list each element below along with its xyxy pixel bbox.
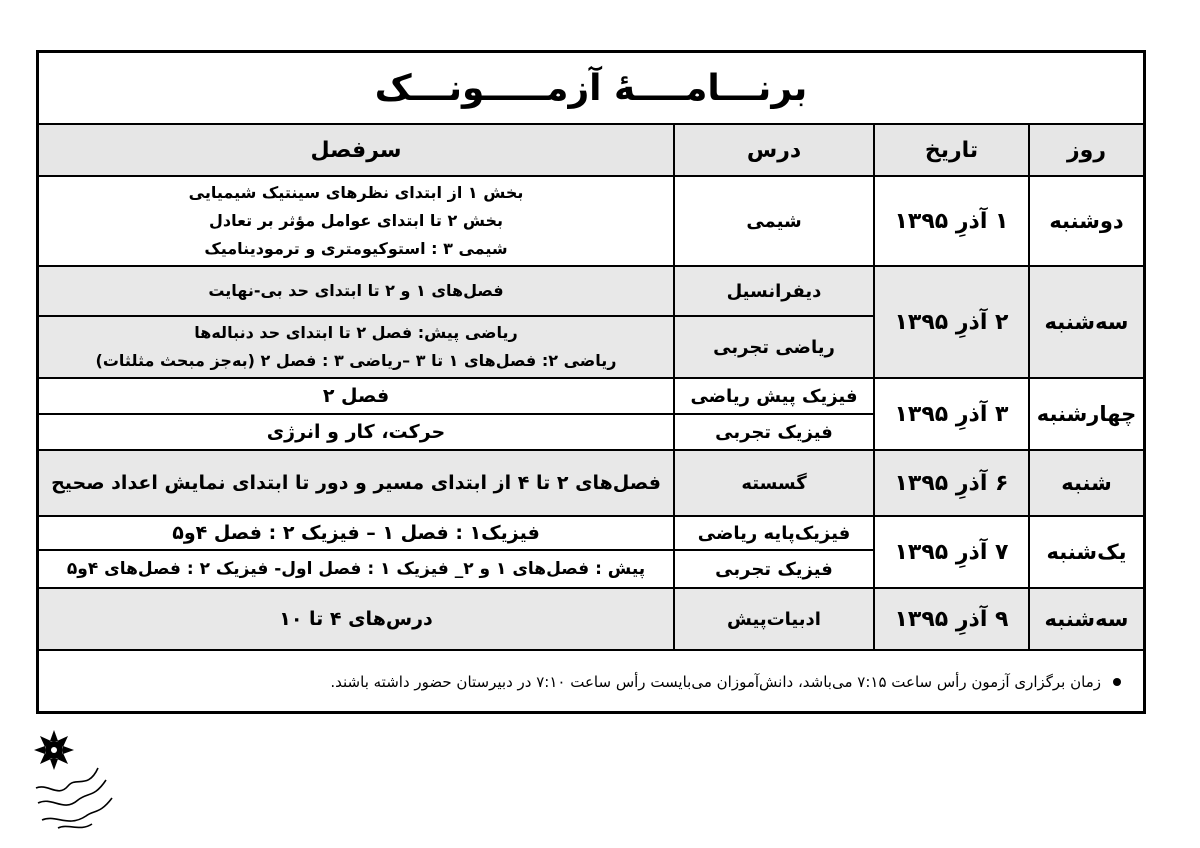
header-row	[39, 125, 1143, 176]
topic-cell	[39, 588, 674, 650]
topic-cell	[39, 378, 674, 414]
day-cell: سه‌شنبه	[1029, 588, 1143, 650]
day-cell: چهارشنبه	[1029, 378, 1143, 450]
course-cell: گسسته	[674, 450, 874, 516]
course-cell: شیمی	[674, 176, 874, 266]
topic-cell	[39, 176, 674, 266]
topic-line: فصل‌های ۲ تا ۴ از ابتدای مسیر و دور تا ابتدای نمایش اعداد صحیح	[51, 472, 661, 494]
topic-line: فیزیک۱ : فصل ۱ – فیزیک ۲ : فصل ۴و۵	[172, 522, 540, 544]
course-cell: ادبیات‌پیش	[674, 588, 874, 650]
course-cell: فیزیک تجربی	[674, 550, 874, 588]
signature-icon	[36, 768, 112, 828]
table-row	[39, 450, 1143, 516]
topic-line: فصل ۲	[322, 385, 390, 407]
course-cell: فیزیک پیش ریاضی	[674, 378, 874, 414]
topic-line: ریاضی پیش: فصل ۲ تا ابتدای حد دنباله‌ها	[194, 323, 518, 342]
header-day: روز	[1029, 125, 1143, 176]
topic-line: درس‌های ۴ تا ۱۰	[279, 608, 433, 630]
topic-line: فصل‌های ۱ و ۲ تا ابتدای حد بی-نهایت	[208, 281, 504, 300]
topic-cell	[39, 450, 674, 516]
footnote-text: زمان برگزاری آزمون رأس ساعت ۷:۱۵ می‌باشد، دانش‌آموزان می‌بایست رأس ساعت ۷:۱۰ در دبیرستان حضور داشته باشند.	[330, 673, 1101, 691]
date-cell: ۹ آذرِ ۱۳۹۵	[874, 588, 1029, 650]
page-title: برنـــامــــهٔ آزمـــــونـــک	[39, 53, 1143, 125]
course-cell: دیفرانسیل	[674, 266, 874, 316]
date-cell: ۷ آذرِ ۱۳۹۵	[874, 516, 1029, 588]
school-logo	[28, 728, 118, 838]
day-cell: دوشنبه	[1029, 176, 1143, 266]
course-cell: فیزیک‌پایه ریاضی	[674, 516, 874, 550]
topic-line: ریاضی ۲: فصل‌های ۱ تا ۳ –ریاضی ۳ : فصل ۲ (به‌جز مبحث مثلثات)	[95, 351, 617, 370]
date-cell: ۳ آذرِ ۱۳۹۵	[874, 378, 1029, 450]
topic-line: پیش : فصل‌های ۱ و ۲_ فیزیک ۱ : فصل اول- فیزیک ۲ : فصل‌های ۴و۵	[66, 559, 646, 579]
topic-cell	[39, 550, 674, 588]
table-row	[39, 266, 1143, 316]
footnote	[39, 653, 1143, 711]
course-cell: ریاضی تجربی	[674, 316, 874, 378]
schedule-table	[39, 125, 1143, 651]
header-date: تاریخ	[874, 125, 1029, 176]
table-row	[39, 378, 1143, 414]
topic-line: بخش ۱ از ابتدای نظرهای سینتیک شیمیایی	[188, 183, 524, 202]
topic-cell	[39, 516, 674, 550]
topic-line: بخش ۲ تا ابتدای عوامل مؤثر بر تعادل	[209, 211, 503, 230]
date-cell: ۱ آذرِ ۱۳۹۵	[874, 176, 1029, 266]
topic-cell	[39, 414, 674, 450]
topic-line: شیمی ۳ : استوکیومتری و ترمودینامیک	[204, 239, 508, 258]
schedule-frame	[36, 50, 1146, 714]
day-cell: شنبه	[1029, 450, 1143, 516]
course-cell: فیزیک تجربی	[674, 414, 874, 450]
table-row	[39, 176, 1143, 266]
date-cell: ۲ آذرِ ۱۳۹۵	[874, 266, 1029, 378]
topic-cell	[39, 266, 674, 316]
bullet-icon	[1113, 678, 1121, 686]
table-row	[39, 588, 1143, 650]
day-cell: سه‌شنبه	[1029, 266, 1143, 378]
date-cell: ۶ آذرِ ۱۳۹۵	[874, 450, 1029, 516]
header-topic: سرفصل	[39, 125, 674, 176]
header-course: درس	[674, 125, 874, 176]
topic-cell	[39, 316, 674, 378]
day-cell: یک‌شنبه	[1029, 516, 1143, 588]
star-emblem-icon	[34, 730, 74, 770]
topic-line: حرکت، کار و انرژی	[266, 421, 446, 443]
table-row	[39, 516, 1143, 550]
